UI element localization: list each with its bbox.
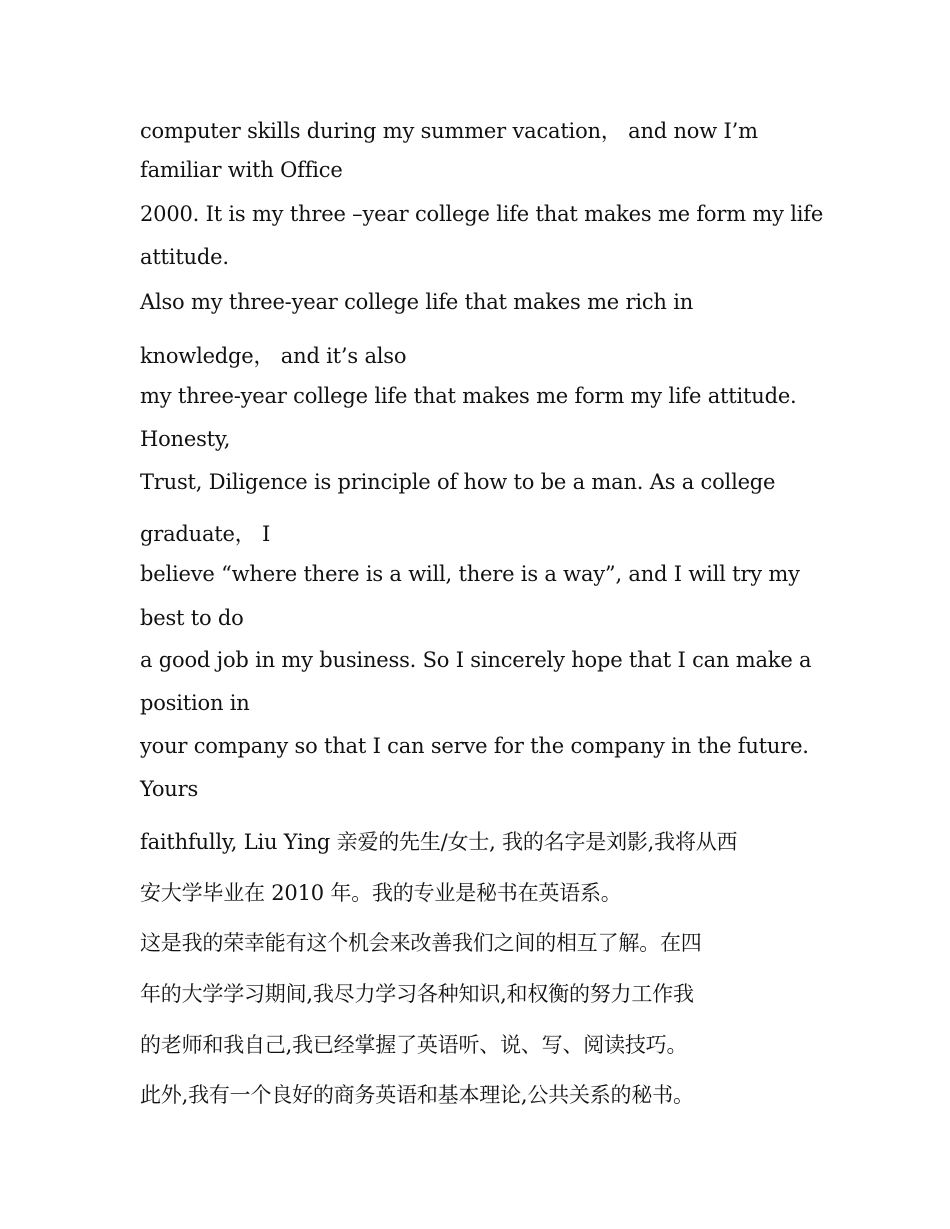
text-line-10: graduate， I — [140, 522, 271, 546]
text-line-3: 2000. It is my three –year college life that makes me form my life — [140, 202, 824, 226]
text-line-21: 的老师和我自己,我已经掌握了英语听、说、写、阅读技巧。 — [140, 1033, 688, 1057]
text-line-16: Yours — [140, 777, 199, 801]
text-line-9: Trust, Diligence is principle of how to be a man. As a college — [140, 470, 776, 494]
text-line-7: my three-year college life that makes me form my life attitude. — [140, 384, 797, 408]
text-line-19: 这是我的荣幸能有这个机会来改善我们之间的相互了解。在四 — [140, 931, 702, 955]
text-line-14: position in — [140, 691, 250, 715]
text-line-13: a good job in my business. So I sincerely hope that I can make a — [140, 648, 812, 672]
text-line-6: knowledge， and it’s also — [140, 344, 407, 368]
text-line-5: Also my three-year college life that makes me rich in — [140, 290, 694, 314]
text-line-1: computer skills during my summer vacation， and now I’m — [140, 119, 758, 143]
text-line-2: familiar with Office — [140, 158, 343, 182]
text-line-17: faithfully, Liu Ying 亲爱的先生/女士, 我的名字是刘影,我将从西 — [140, 830, 738, 854]
text-line-22: 此外,我有一个良好的商务英语和基本理论,公共关系的秘书。 — [140, 1083, 694, 1107]
text-line-15: your company so that I can serve for the company in the future. — [140, 734, 809, 758]
text-line-18: 安大学毕业在 2010 年。我的专业是秘书在英语系。 — [140, 881, 622, 905]
text-line-12: best to do — [140, 606, 244, 630]
text-line-4: attitude. — [140, 245, 229, 269]
text-line-8: Honesty, — [140, 427, 231, 451]
text-line-20: 年的大学学习期间,我尽力学习各种知识,和权衡的努力工作我 — [140, 982, 694, 1006]
text-line-11: believe “where there is a will, there is a way”, and I will try my — [140, 562, 800, 586]
